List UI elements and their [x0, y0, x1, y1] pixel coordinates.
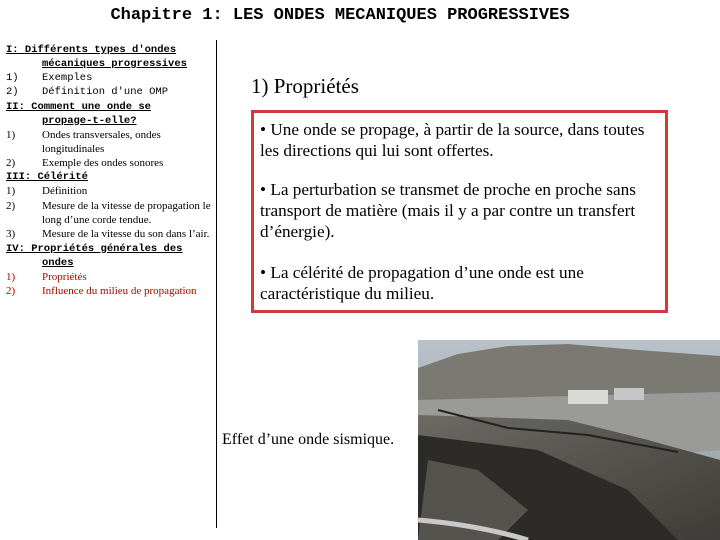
toc-heading-line: ondes [42, 256, 74, 269]
toc-item [6, 128, 211, 157]
table-of-contents [6, 43, 211, 298]
toc-item-number: 2) [6, 284, 16, 297]
toc-item-text: Influence du milieu de propagation [42, 284, 197, 297]
toc-item-number: 3) [6, 228, 16, 241]
earthquake-road-image [418, 340, 720, 540]
toc-section-4-heading [6, 242, 211, 270]
toc-item-text: Définition d'une OMP [42, 86, 169, 99]
toc-heading-line: propage-t-elle? [42, 114, 137, 127]
toc-section-1-heading [6, 43, 211, 71]
toc-item [6, 227, 211, 241]
toc-section-3-heading [6, 170, 211, 184]
toc-section-2-heading [6, 100, 211, 128]
toc-item [6, 156, 211, 170]
toc-heading-line: IV: Propriétés générales des [6, 242, 183, 255]
toc-heading-line: III: Célérité [6, 171, 88, 184]
property-bullet: • La célérité de propagation d’une onde est une caractéristique du milieu. [260, 263, 584, 303]
toc-item [6, 85, 211, 99]
property-bullet: • La perturbation se transmet de proche en proche sans transport de matière (mais il y a par contre un transfert d’énergie). [260, 180, 636, 241]
vertical-divider [216, 40, 217, 528]
toc-item-text: Mesure de la vitesse de propagation le long d’une corde tendue. [42, 199, 211, 227]
property-bullet: • Une onde se propage, à partir de la source, dans toutes les directions qui lui sont offertes. [260, 120, 645, 160]
chapter-title: Chapitre 1: LES ONDES MECANIQUES PROGRESSIVES [110, 6, 570, 25]
toc-item [6, 184, 211, 198]
toc-heading-line: II: Comment une onde se [6, 100, 151, 113]
toc-item-text: Exemples [42, 72, 93, 84]
toc-heading-line: I: Différents types d'ondes [6, 44, 177, 56]
toc-item-text: Définition [42, 185, 88, 198]
toc-item-text: Mesure de la vitesse du son dans l’air. [42, 228, 210, 241]
toc-item-number: 2) [6, 157, 16, 170]
photo-caption: Effet d’une onde sismique. [218, 429, 398, 451]
toc-item-text: Propriétés [42, 270, 87, 283]
toc-item [6, 199, 211, 228]
toc-item-number: 1) [6, 270, 16, 283]
toc-heading-line: mécaniques progressives [42, 58, 187, 70]
toc-item [6, 284, 211, 298]
toc-item [6, 270, 211, 284]
section-subtitle: 1) Propriétés [251, 74, 359, 98]
toc-item-number: 1) [6, 128, 16, 141]
properties-box [251, 110, 668, 313]
toc-item-text: Exemple des ondes sonores [42, 157, 164, 170]
toc-item-number: 1) [6, 185, 16, 198]
toc-item-number: 1) [6, 72, 19, 84]
earthquake-photo [418, 340, 720, 540]
toc-item-number: 2) [6, 199, 16, 212]
toc-item-text: Ondes transversales, ondes longitudinales [42, 128, 161, 155]
toc-item-number: 2) [6, 86, 19, 99]
toc-item [6, 71, 211, 85]
